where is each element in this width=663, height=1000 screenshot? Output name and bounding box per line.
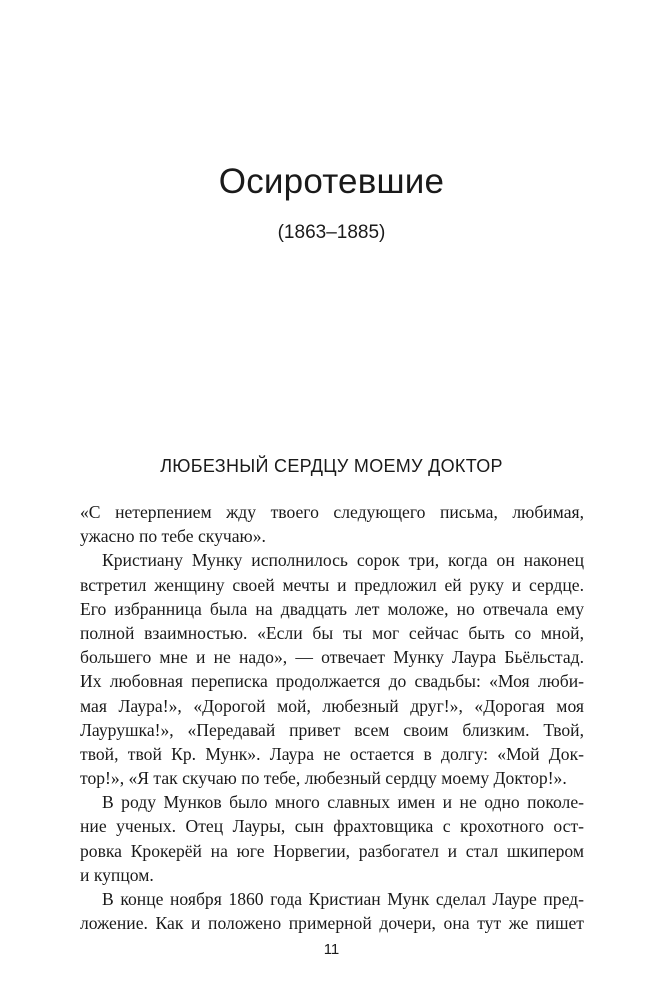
section-heading: ЛЮБЕЗНЫЙ СЕРДЦУ МОЕМУ ДОКТОР — [160, 456, 503, 476]
paragraph — [80, 500, 584, 548]
text-line: В роду Мунков было много славных имен и не одно поколе- — [102, 792, 584, 813]
text-line: мая Лаура!», «Дорогой мой, любезный друг!», «Дорогая моя — [80, 695, 584, 716]
chapter-years: (1863–1885) — [277, 222, 386, 243]
page-number: 11 — [323, 941, 340, 958]
chapter-title: Осиротевшие — [218, 162, 445, 201]
text-line: большего мне и не надо», — отвечает Мунку Лаура Бьёльстад. — [80, 647, 584, 668]
text-line: ужасно по тебе скучаю». — [80, 526, 266, 547]
text-line: ние ученых. Отец Лауры, сын фрахтовщика с крохотного ост- — [80, 816, 584, 837]
text-line: Лаурушка!», «Передавай привет всем своим близким. Твой, — [80, 719, 584, 740]
text-line: твой, твой Кр. Мунк». Лаура не остается в долгу: «Мой Док- — [80, 743, 584, 764]
text-line: В конце ноября 1860 года Кристиан Мунк сделал Лауре пред- — [102, 889, 584, 909]
body-text — [80, 500, 584, 935]
text-line: Кристиану Мунку исполнилось сорок три, когда он наконец — [102, 550, 584, 571]
text-line: Его избранница была на двадцать лет моложе, но отвечала ему — [80, 598, 584, 619]
text-line: полной взаимностью. «Если бы ты мог сейчас быть со мной, — [80, 622, 584, 643]
text-line: и купцом. — [80, 864, 154, 885]
paragraph — [80, 790, 584, 887]
paragraph — [80, 548, 584, 790]
text-line: «С нетерпением жду твоего следующего письма, любимая, — [80, 502, 584, 522]
text-line: Их любовная переписка продолжается до свадьбы: «Моя люби- — [80, 671, 584, 692]
text-line: ровка Крокерёй на юге Норвегии, разбогател и стал шкипером — [80, 840, 584, 861]
text-line: встретил женщину своей мечты и предложил ей руку и сердце. — [80, 574, 584, 595]
text-line: ложение. Как и положено примерной дочери, она тут же пишет — [80, 913, 584, 934]
text-line: тор!», «Я так скучаю по тебе, любезный сердцу моему Доктор!». — [80, 768, 567, 789]
paragraph — [80, 887, 584, 935]
